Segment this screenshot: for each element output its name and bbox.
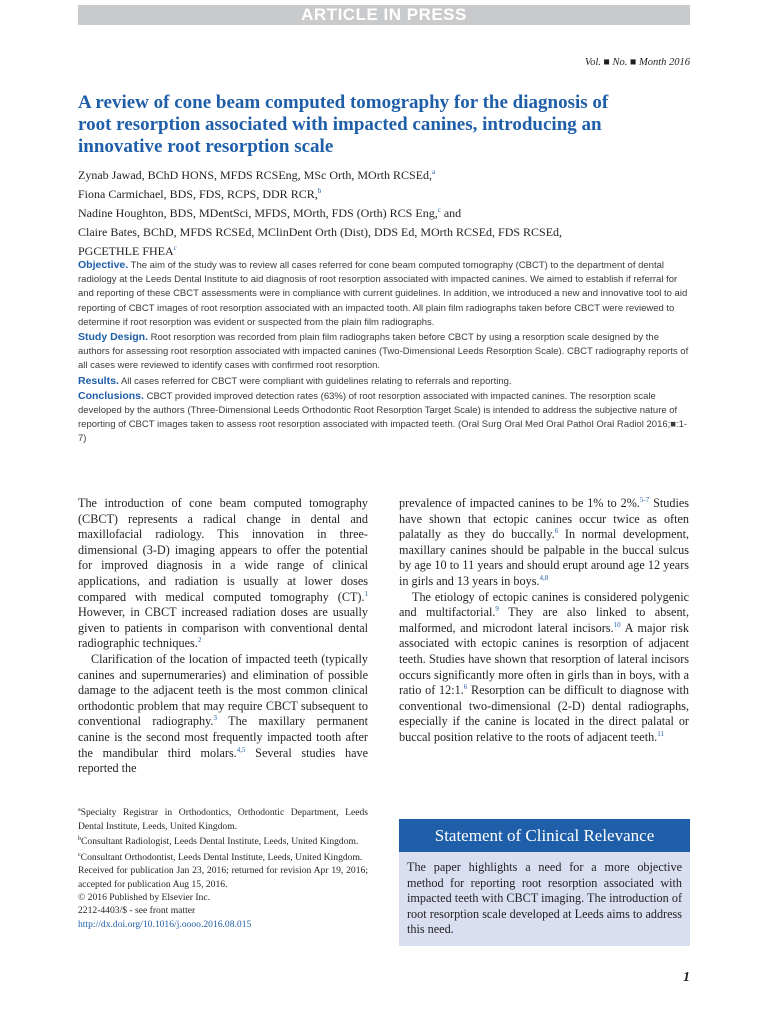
footnote-copyright: © 2016 Published by Elsevier Inc. [78, 892, 210, 903]
citation-link[interactable]: 11 [657, 729, 664, 738]
body-column-left [78, 496, 368, 777]
clinical-relevance-box [399, 819, 690, 946]
author-line: Zynab Jawad, BChD HONS, MFDS RCSEng, MSc Orth, MOrth RCSEd,$^a$ [78, 168, 436, 182]
footnote-issn: 2212-4403/$ - see front matter [78, 905, 196, 917]
abstract-results: Results. All cases referred for CBCT were compliant with guidelines relating to referrals and reporting. [78, 374, 512, 387]
footnotes [78, 804, 368, 931]
footnote-affiliation-b: $^b$Consultant Radiologist, Leeds Dental Institute, Leeds, United Kingdom. [78, 836, 359, 848]
doi-link[interactable]: http://dx.doi.org/10.1016/j.oooo.2016.08.015 [78, 918, 252, 930]
author-list [78, 164, 690, 259]
abstract [78, 258, 690, 447]
author-line: PGCETHLE FHEA$^c$ [78, 244, 177, 258]
author-line: Claire Bates, BChD, MFDS RCSEd, MClinDent Orth (Dist), DDS Ed, MOrth RCSEd, FDS RCSEd, [78, 225, 563, 239]
page-number: 1 [683, 970, 690, 985]
citation-link[interactable]: 10 [613, 620, 621, 629]
citation-link[interactable]: 4,8 [539, 573, 549, 582]
body-paragraph: The introduction of cone beam computed tomography (CBCT) represents a radical change in dental and maxillofacial radiology. This innovation in three-dimensional (3-D) imaging appears to offer the potential for improved diagnosis in a wide range of clinical applications, and radiation is usually at lower doses compared with medical computed tomography (CT).$^1$ However, in CBCT increased radiation doses are usually given to patients in comparison with conventional dental radiographic techniques.$^2$ [78, 496, 368, 651]
citation-link[interactable]: 4,5 [236, 745, 246, 754]
article-title: A review of cone beam computed tomography for the diagnosis of root resorption associated with impacted canines, introducing an innovative root resorption scale [78, 92, 609, 157]
volume-line: Vol. ■ No. ■ Month 2016 [584, 57, 690, 68]
clinical-relevance-heading: Statement of Clinical Relevance [399, 819, 690, 852]
footnote-received: Received for publication Jan 23, 2016; returned for revision Apr 19, 2016; accepted for publication Aug 15, 2016. [78, 865, 368, 890]
citation-link[interactable]: 6 [554, 527, 559, 536]
citation-link[interactable]: 5-7 [639, 495, 650, 504]
body-paragraph: The etiology of ectopic canines is considered polygenic and multifactorial.$^9$ They are also linked to absent, malformed, and microdont lateral incisors.$^{10}$ A major risk associated with ectopic canines is resorption of adjacent teeth. Studies have shown that resorption of lateral incisors occurs significantly more often in girls than in boys, with a ratio of 12:1.$^6$ Resorption can be difficult to diagnose with conventional two-dimensional (2-D) dental radiographs, especially if the canine is located in the direct palatal or buccal position relative to the roots of adjacent teeth.$^{11}$ [399, 589, 689, 744]
citation-link[interactable]: 2 [197, 636, 202, 645]
body-column-right [399, 496, 689, 746]
author-line: Fiona Carmichael, BDS, FDS, RCPS, DDR RCR,$^b$ [78, 187, 322, 201]
body-paragraph: Clarification of the location of impacted teeth (typically canines and supernumeraries) and elimination of possible damage to the adjacent teeth is the most common clinical orthodontic problem that may require CBCT subsequent to conventional radiography.$^3$ The maxillary permanent canine is the second most frequently impacted tooth after the mandibular third molars.$^{4,5}$ Several studies have reported the [78, 651, 368, 776]
footnote-affiliation-c: $^c$Consultant Orthodontist, Leeds Dental Institute, Leeds, United Kingdom. [78, 851, 363, 863]
abstract-study-design: Study Design. Root resorption was recorded from plain film radiographs taken before CBCT by using a resorption scale designed by the authors for assessing root resorption associated with impacted canines (Two-Dimensional Leeds Resorption Scale). CBCT radiography reports of all cases were reviewed to identify cases with confirmed root resorption. [78, 331, 689, 372]
citation-link[interactable]: 1 [364, 589, 368, 598]
author-line: Nadine Houghton, BDS, MDentSci, MFDS, MOrth, FDS (Orth) RCS Eng,$^c$ and [78, 206, 462, 220]
article-in-press-banner: ARTICLE IN PRESS [78, 5, 690, 25]
abstract-objective: Objective. The aim of the study was to review all cases referred for cone beam computed tomography (CBCT) to the department of dental radiology at the Leeds Dental Institute to aid diagnosis of root resorption associated with impacted canines. We aimed to establish if referral for and reporting of these CBCT assessments were in compliance with current guidelines. In addition, we introduced a new and innovative tool to aid reporting of CBCT images of root resorption associated with an impacted tooth. All plain film radiographs taken before CBCT were reviewed to determine if root resorption was evident or suspected from the plain film radiographs. [78, 259, 688, 328]
abstract-conclusions: Conclusions. CBCT provided improved detection rates (63%) of root resorption associated with impacted canines. The resorption scale developed by the authors (Three-Dimensional Leeds Orthodontic Root Resorption Target Scale) is intended to address the subjective nature of reporting of CBCT images taken to assess root resorption associated with impacted teeth. (Oral Surg Oral Med Oral Pathol Oral Radiol 2016;■:1-7) [78, 389, 688, 445]
citation-link[interactable]: 3 [213, 714, 217, 723]
clinical-relevance-text: The paper highlights a need for a more objective method for reporting root resorption associated with impacted teeth with CBCT imaging. The introduction of root resorption scale developed at Leeds aims to address this need. [407, 860, 682, 937]
footnote-affiliation-a: $^a$Specialty Registrar in Orthodontics, Orthodontic Department, Leeds Dental Institute, Leeds, United Kingdom. [78, 807, 368, 832]
citation-link[interactable]: 6 [463, 683, 468, 692]
body-paragraph: prevalence of impacted canines to be 1% to 2%.$^{5-7}$ Studies have shown that ectopic canines occur twice as often palatally as they do buccally.$^6$ In normal development, maxillary canines should be palpable in the buccal sulcus by age 10 to 11 years and should erupt around age 12 years in girls and 13 years in boys.$^{4,8}$ [399, 495, 690, 588]
citation-link[interactable]: 9 [495, 605, 499, 614]
